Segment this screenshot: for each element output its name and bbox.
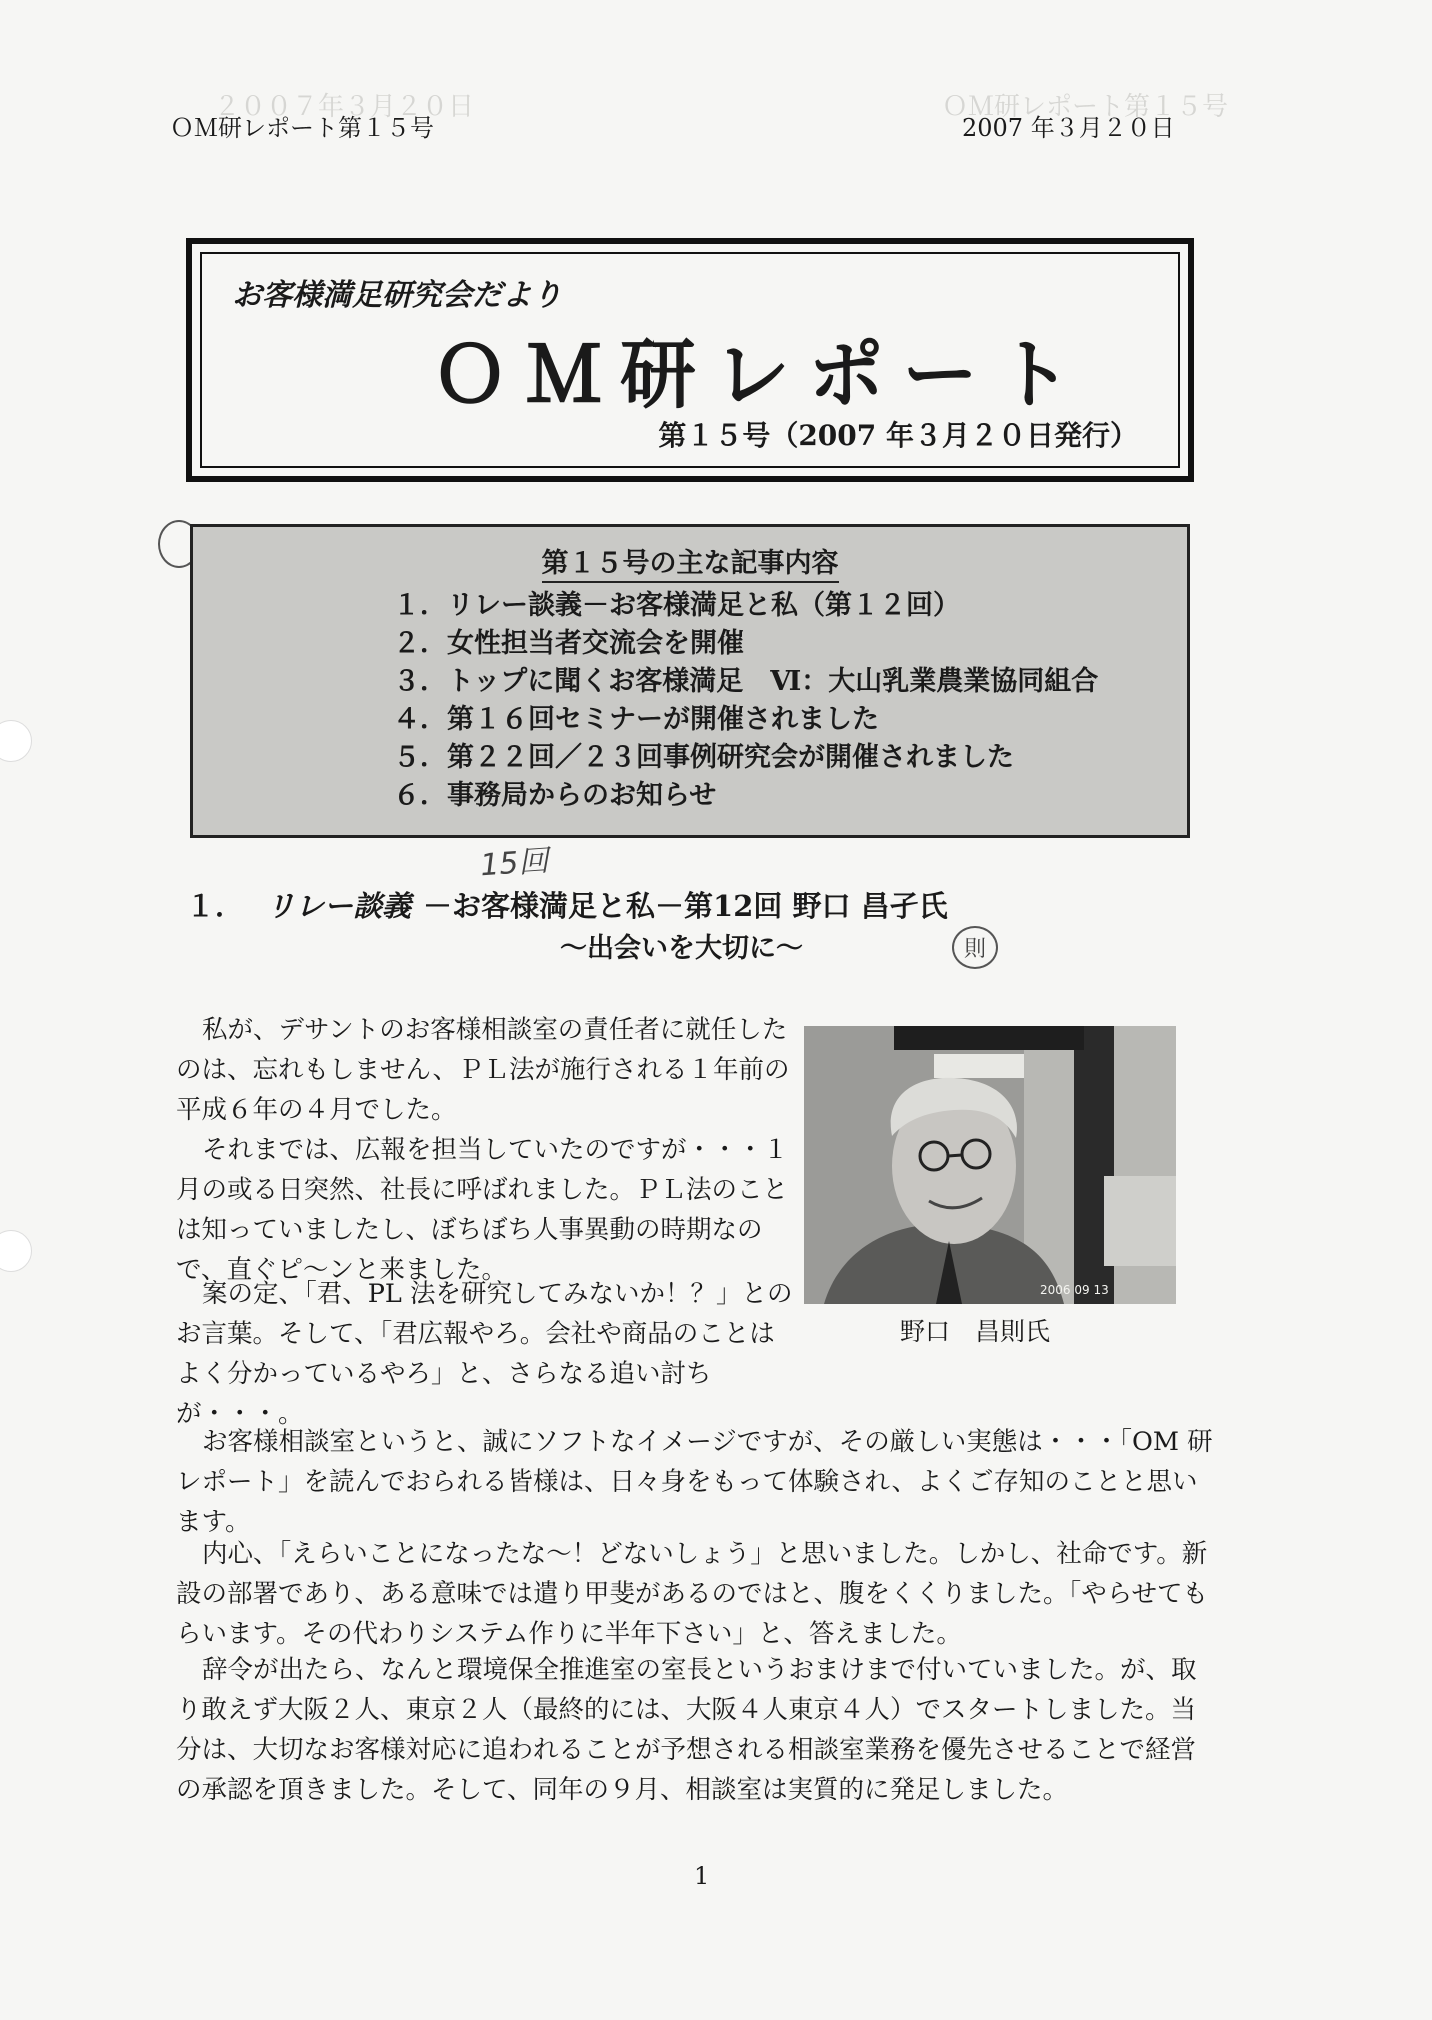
portrait-photo bbox=[804, 1026, 1176, 1304]
section-subtitle: ～出会いを大切に～ bbox=[560, 933, 803, 964]
contents-item: ３．トップに聞くお客様満足 Ⅵ：大山乳業農業協同組合 bbox=[393, 666, 1099, 697]
photo-caption: 野口 昌則氏 bbox=[900, 1317, 1051, 1346]
contents-heading-text: 第１５号の主な記事内容 bbox=[542, 548, 839, 583]
handwritten-circled-char: 則 bbox=[952, 926, 998, 969]
contents-item: ５．第２２回／２３回事例研究会が開催されました bbox=[393, 742, 1014, 773]
body-paragraph bbox=[176, 1650, 1216, 1810]
paragraph-text: 辞令が出たら、なんと環境保全推進室の室長というおまけまで付いていました。が、取り敢えず大阪２人、東京２人（最終的には、大阪４人東京４人）でスタートしました。当分は、大切なお客様対応に追われることが予想される相談室業務を優先させることで経営の承認を頂きました。そして、同年の９月、相談室は実質的に発足しました。 bbox=[176, 1655, 1197, 1805]
contents-item: ４．第１６回セミナーが開催されました bbox=[393, 704, 879, 735]
section-title: －お客様満足と私－第12回 野口 昌孑氏 bbox=[423, 889, 948, 923]
portrait-illustration bbox=[804, 1026, 1176, 1304]
masthead-box bbox=[186, 238, 1194, 482]
contents-item: ２．女性担当者交流会を開催 bbox=[393, 628, 744, 659]
masthead-subtitle: お客様満足研究会だより bbox=[232, 278, 562, 313]
header-date: 2007 年３月２０日 bbox=[962, 114, 1175, 142]
body-paragraph bbox=[176, 1422, 1216, 1542]
contents-heading bbox=[193, 541, 1187, 580]
header-issue-label: ＯＭ研レポート第１５号 bbox=[170, 114, 434, 142]
body-paragraph bbox=[176, 1130, 796, 1290]
body-paragraph bbox=[176, 1010, 796, 1130]
section-number: １． bbox=[186, 889, 245, 923]
bleed-through-text: ２００７年３月２０日 ＯＭ研レポート第１５号 bbox=[214, 92, 1229, 122]
punch-hole bbox=[0, 1230, 32, 1272]
paragraph-text: 案の定、「君、PL 法を研究してみないか！？」とのお言葉。そして、「君広報やろ。会社や商品のことはよく分かっているやろ」と、さらなる追い討ちが・・・。 bbox=[176, 1279, 793, 1429]
photo-date-stamp: 2006 09 13 bbox=[1040, 1283, 1109, 1297]
contents-list bbox=[393, 587, 1098, 815]
section-keyword: リレー談義 bbox=[266, 889, 412, 923]
paragraph-text: 内心、「えらいことになったな～！どないしょう」と思いました。しかし、社命です。新設の部署であり、ある意味では遣り甲斐があるのではと、腹をくくりました。「やらせてもらいます。その代わりシステム作りに半年下さい」と、答えました。 bbox=[176, 1539, 1208, 1649]
paragraph-text: それまでは、広報を担当していたのですが・・・１月の或る日突然、社長に呼ばれました。ＰＬ法のことは知っていましたし、ぼちぼち人事異動の時期なので、直ぐピ～ンと来ました。 bbox=[176, 1135, 789, 1285]
masthead-title: ＯＭ研レポート bbox=[432, 330, 1090, 419]
masthead-issue: 第１５号（2007 年３月２０日発行） bbox=[658, 419, 1138, 452]
paragraph-text: 私が、デサントのお客様相談室の責任者に就任したのは、忘れもしません、ＰＬ法が施行される１年前の平成６年の４月でした。 bbox=[176, 1015, 790, 1125]
body-paragraph bbox=[176, 1274, 796, 1434]
section-heading bbox=[186, 884, 948, 925]
handwritten-note: 15回 bbox=[479, 843, 550, 884]
body-paragraph bbox=[176, 1534, 1216, 1654]
contents-item: ６．事務局からのお知らせ bbox=[393, 780, 717, 811]
punch-hole bbox=[0, 720, 32, 762]
paragraph-text: お客様相談室というと、誠にソフトなイメージですが、その厳しい実態は・・・「OM 研レポート」を読んでおられる皆様は、日々身をもって体験され、よくご存知のことと思います。 bbox=[176, 1427, 1213, 1537]
contents-box bbox=[190, 524, 1190, 838]
contents-item: １．リレー談義－お客様満足と私（第１２回） bbox=[393, 590, 960, 621]
page-number: 1 bbox=[694, 1862, 710, 1890]
